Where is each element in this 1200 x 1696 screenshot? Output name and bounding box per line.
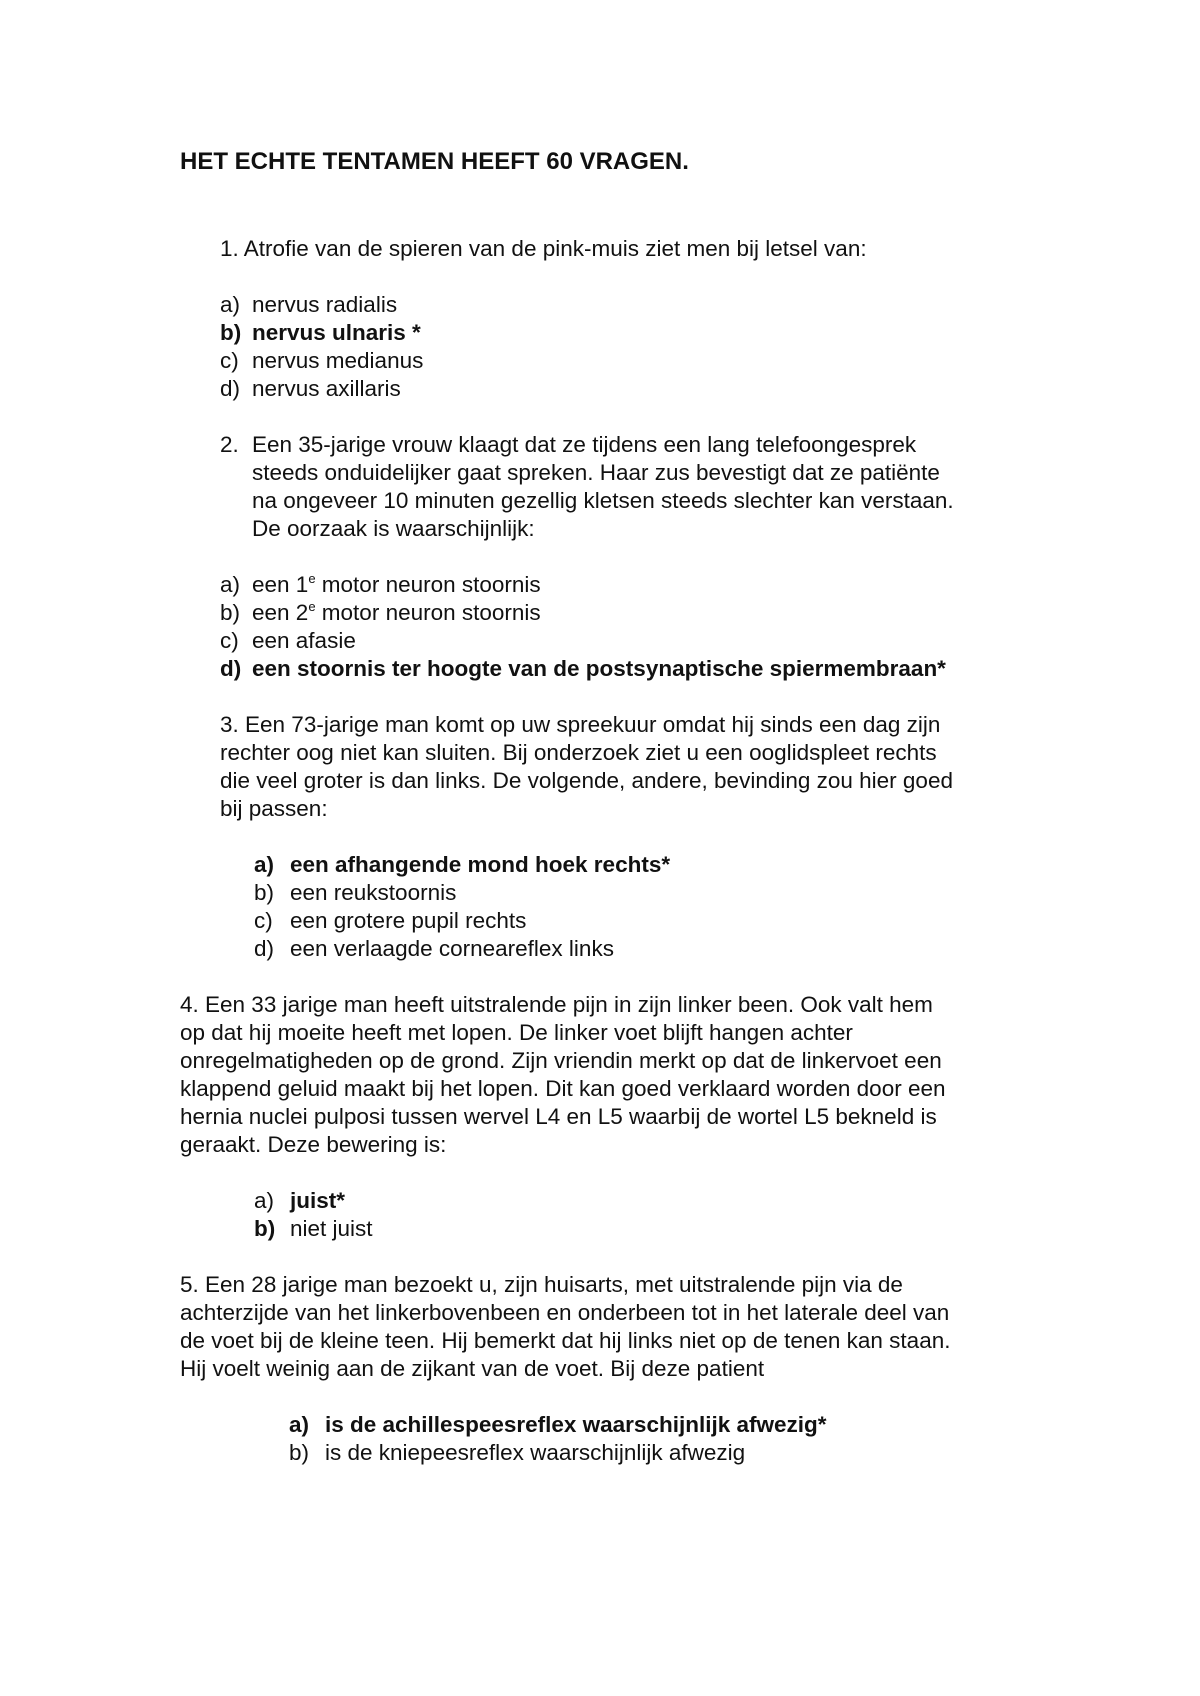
option-label: b) — [254, 880, 275, 905]
question-4-stem-line: geraakt. Deze bewering is: — [180, 1132, 447, 1157]
option-text: een reukstoornis — [290, 880, 457, 905]
q2-option-c — [220, 627, 356, 655]
option-text: nervus radialis — [252, 292, 398, 317]
q2-option-d-correct — [220, 655, 946, 683]
question-2-stem-line: Een 35-jarige vrouw klaagt dat ze tijdens een lang telefoongesprek — [252, 432, 917, 457]
option-label: a) — [254, 852, 275, 877]
option-text: juist* — [290, 1188, 346, 1213]
q5-option-a-correct — [289, 1411, 827, 1439]
question-5-stem-line: Hij voelt weinig aan de zijkant van de voet. Bij deze patient — [180, 1356, 765, 1381]
option-label: a) — [220, 292, 241, 317]
q1-option-b-correct — [220, 319, 421, 347]
option-text: een grotere pupil rechts — [290, 908, 527, 933]
option-text: een afasie — [252, 628, 356, 653]
option-text: is de achillespeesreflex waarschijnlijk afwezig* — [325, 1412, 827, 1437]
option-label: b) — [254, 1216, 276, 1241]
option-text: is de kniepeesreflex waarschijnlijk afwezig — [325, 1440, 746, 1465]
option-label: a) — [254, 1188, 275, 1213]
option-label: c) — [220, 348, 239, 373]
q5-option-b — [289, 1439, 745, 1467]
q1-option-a — [220, 291, 397, 319]
question-5-stem-line: de voet bij de kleine teen. Hij bemerkt dat hij links niet op de tenen kan staan. — [180, 1328, 951, 1353]
option-label: c) — [254, 908, 273, 933]
q1-option-c — [220, 347, 423, 375]
option-text: nervus medianus — [252, 348, 424, 373]
option-label: a) — [220, 572, 241, 597]
question-3-stem-line: rechter oog niet kan sluiten. Bij onderzoek ziet u een ooglidspleet rechts — [220, 740, 937, 765]
question-3-stem-line: die veel groter is dan links. De volgende, andere, bevinding zou hier goed — [220, 768, 953, 793]
option-label: b) — [220, 600, 241, 625]
question-2-number: 2. — [220, 432, 239, 457]
q2-option-b — [220, 599, 541, 630]
question-2-stem-line: steeds onduidelijker gaat spreken. Haar zus bevestigt dat ze patiënte — [252, 460, 940, 485]
question-2-stem-line: De oorzaak is waarschijnlijk: — [252, 516, 535, 541]
option-label: d) — [220, 656, 242, 681]
q4-option-b — [254, 1215, 373, 1243]
question-5-stem-line: achterzijde van het linkerbovenbeen en onderbeen tot in het laterale deel van — [180, 1300, 950, 1325]
q3-option-a-correct — [254, 851, 670, 879]
question-4-stem-line: op dat hij moeite heeft met lopen. De linker voet blijft hangen achter — [180, 1020, 853, 1045]
q3-option-b — [254, 879, 456, 907]
option-text: een 2e motor neuron stoornis — [252, 599, 541, 625]
option-label: c) — [220, 628, 239, 653]
question-3-stem-line: bij passen: — [220, 796, 328, 821]
q2-option-a — [220, 571, 541, 602]
page-title: HET ECHTE TENTAMEN HEEFT 60 VRAGEN. — [180, 148, 689, 175]
option-text: niet juist — [290, 1216, 373, 1241]
question-1-stem: 1. Atrofie van de spieren van de pink-muis ziet men bij letsel van: — [220, 236, 867, 261]
question-5-stem-line: 5. Een 28 jarige man bezoekt u, zijn huisarts, met uitstralende pijn via de — [180, 1272, 903, 1297]
option-label: d) — [254, 936, 275, 961]
option-label: d) — [220, 376, 241, 401]
option-text: een verlaagde corneareflex links — [290, 936, 614, 961]
option-text: nervus ulnaris * — [252, 320, 421, 345]
option-label: b) — [289, 1440, 310, 1465]
option-text: nervus axillaris — [252, 376, 401, 401]
question-4-stem-line: klappend geluid maakt bij het lopen. Dit kan goed verklaard worden door een — [180, 1076, 946, 1101]
option-text: een 1e motor neuron stoornis — [252, 571, 541, 597]
q4-option-a-correct — [254, 1187, 345, 1215]
q3-option-c — [254, 907, 526, 935]
option-label: b) — [220, 320, 242, 345]
question-4-stem-line: hernia nuclei pulposi tussen wervel L4 en L5 waarbij de wortel L5 bekneld is — [180, 1104, 937, 1129]
question-2-stem-line: na ongeveer 10 minuten gezellig kletsen steeds slechter kan verstaan. — [252, 488, 954, 513]
question-4-stem-line: 4. Een 33 jarige man heeft uitstralende pijn in zijn linker been. Ook valt hem — [180, 992, 933, 1017]
option-label: a) — [289, 1412, 310, 1437]
question-4-stem-line: onregelmatigheden op de grond. Zijn vriendin merkt op dat de linkervoet een — [180, 1048, 942, 1073]
q3-option-d — [254, 935, 614, 963]
option-text: een stoornis ter hoogte van de postsynaptische spiermembraan* — [252, 656, 946, 681]
q1-option-d — [220, 375, 401, 403]
question-3-stem-line: 3. Een 73-jarige man komt op uw spreekuur omdat hij sinds een dag zijn — [220, 712, 941, 737]
option-text: een afhangende mond hoek rechts* — [290, 852, 671, 877]
